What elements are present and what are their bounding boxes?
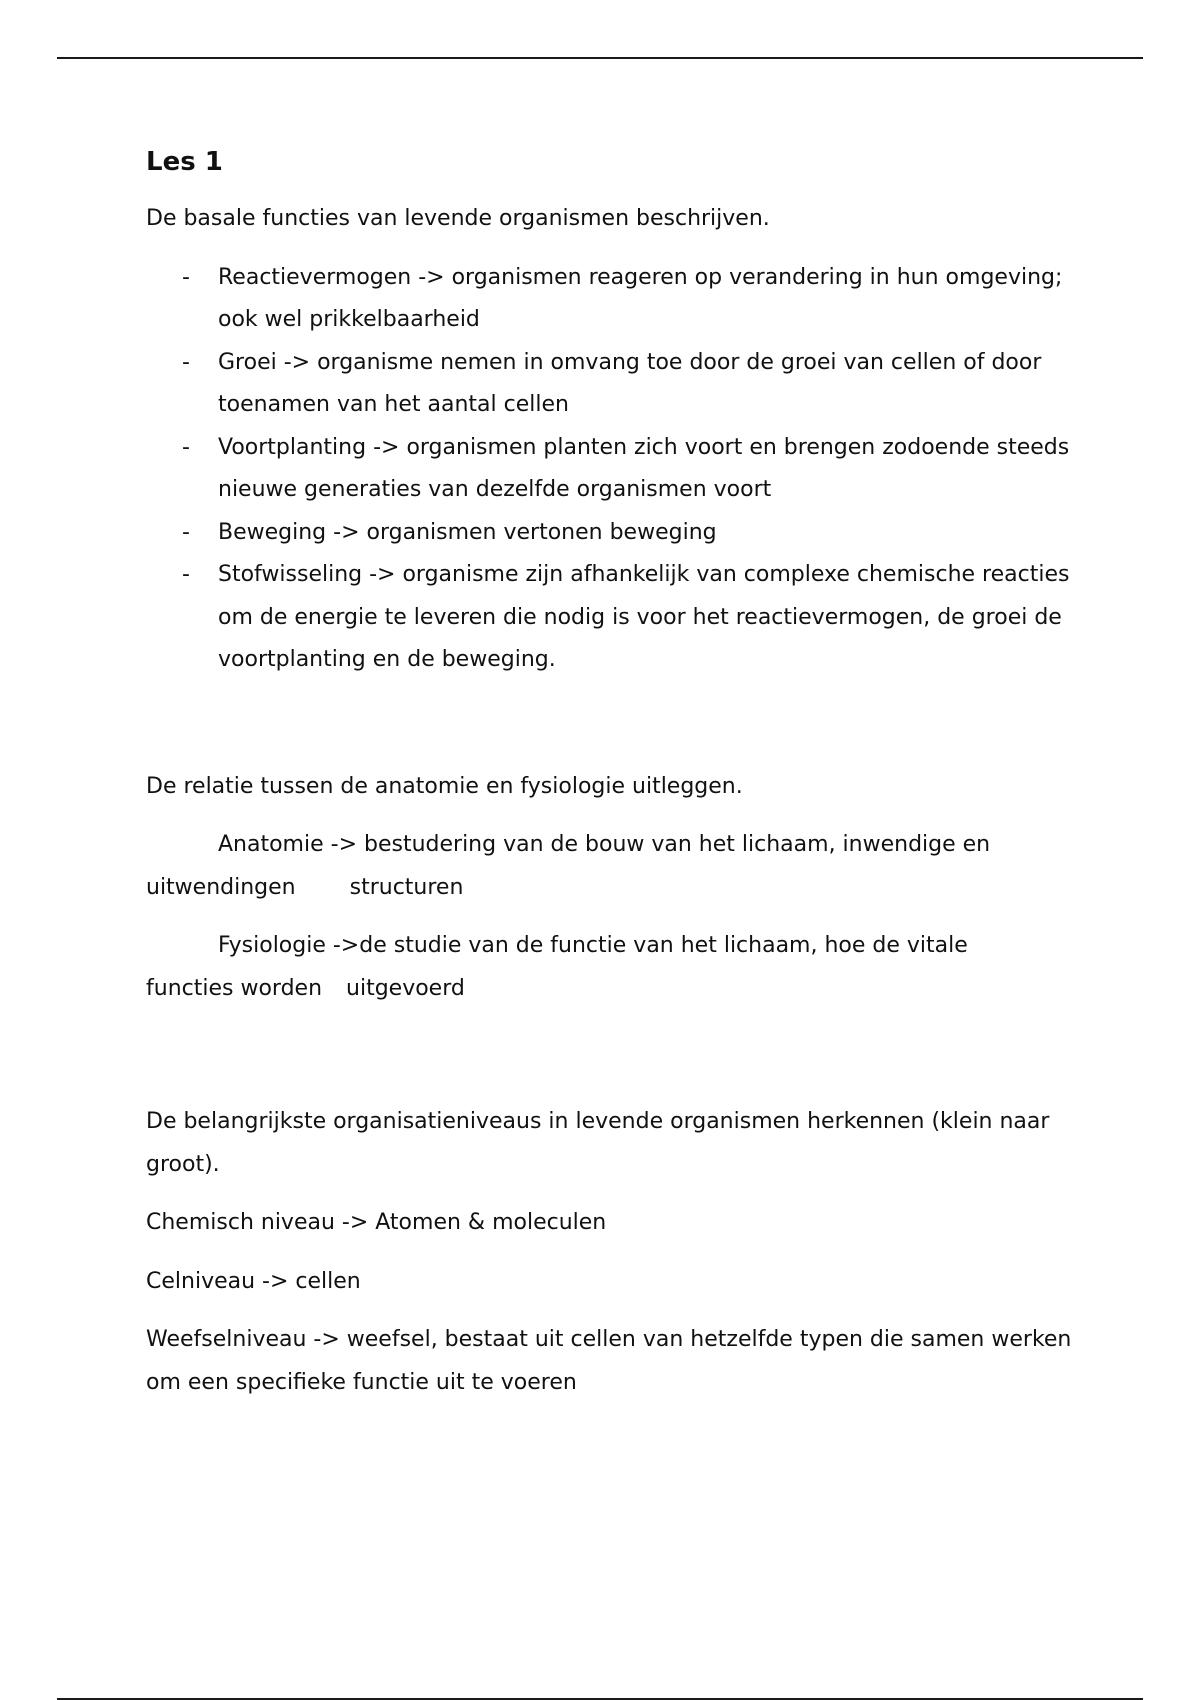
list-item bbox=[146, 257, 1086, 342]
physiology-definition bbox=[146, 925, 1086, 1010]
document-body bbox=[146, 140, 1086, 1420]
list-item-text: Reactievermogen -> organismen reageren op verandering in hun omgeving; ook wel prikkelbaarheid bbox=[218, 264, 1063, 332]
list-marker: - bbox=[182, 264, 190, 290]
section-spacer bbox=[146, 1026, 1086, 1101]
organisation-level: Celniveau -> cellen bbox=[146, 1268, 361, 1294]
organisation-level: Weefselniveau -> weefsel, bestaat uit cellen van hetzelfde typen die samen werken om een specifieke functie uit te voeren bbox=[146, 1327, 1072, 1395]
list-marker: - bbox=[182, 519, 190, 545]
top-rule bbox=[57, 57, 1143, 59]
lesson-title: Les 1 bbox=[146, 147, 223, 177]
list-item-text: Groei -> organisme nemen in omvang toe door de groei van cellen of door toenamen van het aantal cellen bbox=[218, 349, 1042, 417]
list-item bbox=[146, 427, 1086, 512]
list-marker: - bbox=[182, 434, 190, 460]
section-spacer bbox=[146, 698, 1086, 766]
anatomy-line-1: Anatomie -> bestudering van de bouw van het lichaam, inwendige en bbox=[218, 832, 991, 857]
section-2-heading: De relatie tussen de anatomie en fysiologie uitleggen. bbox=[146, 773, 743, 799]
basic-functions-list bbox=[146, 257, 1086, 682]
physiology-line-2b: uitgevoerd bbox=[346, 975, 465, 1001]
list-item bbox=[146, 512, 1086, 555]
physiology-line-2a: functies worden bbox=[146, 975, 323, 1001]
list-marker: - bbox=[182, 349, 190, 375]
list-item bbox=[146, 554, 1086, 682]
list-marker: - bbox=[182, 562, 190, 587]
anatomy-line-2b: structuren bbox=[349, 874, 464, 900]
list-item-text: Beweging -> organismen vertonen beweging bbox=[218, 519, 717, 545]
section-1-heading: De basale functies van levende organismen beschrijven. bbox=[146, 206, 770, 231]
list-item-text: Stofwisseling -> organisme zijn afhankelijk van complexe chemische reacties om de energie te leveren die nodig is voor het reactievermogen, de groei de voortplanting en de beweging. bbox=[218, 562, 1070, 672]
list-item bbox=[146, 342, 1086, 427]
section-3-heading: De belangrijkste organisatieniveaus in levende organismen herkennen (klein naar groot). bbox=[146, 1109, 1050, 1177]
anatomy-definition bbox=[146, 824, 1086, 909]
physiology-line-1: Fysiologie ->de studie van de functie van het lichaam, hoe de vitale bbox=[218, 933, 968, 958]
anatomy-line-2a: uitwendingen bbox=[146, 874, 296, 900]
organisation-level: Chemisch niveau -> Atomen & moleculen bbox=[146, 1210, 607, 1235]
list-item-text: Voortplanting -> organismen planten zich voort en brengen zodoende steeds nieuwe generaties van dezelfde organismen voort bbox=[218, 434, 1070, 502]
